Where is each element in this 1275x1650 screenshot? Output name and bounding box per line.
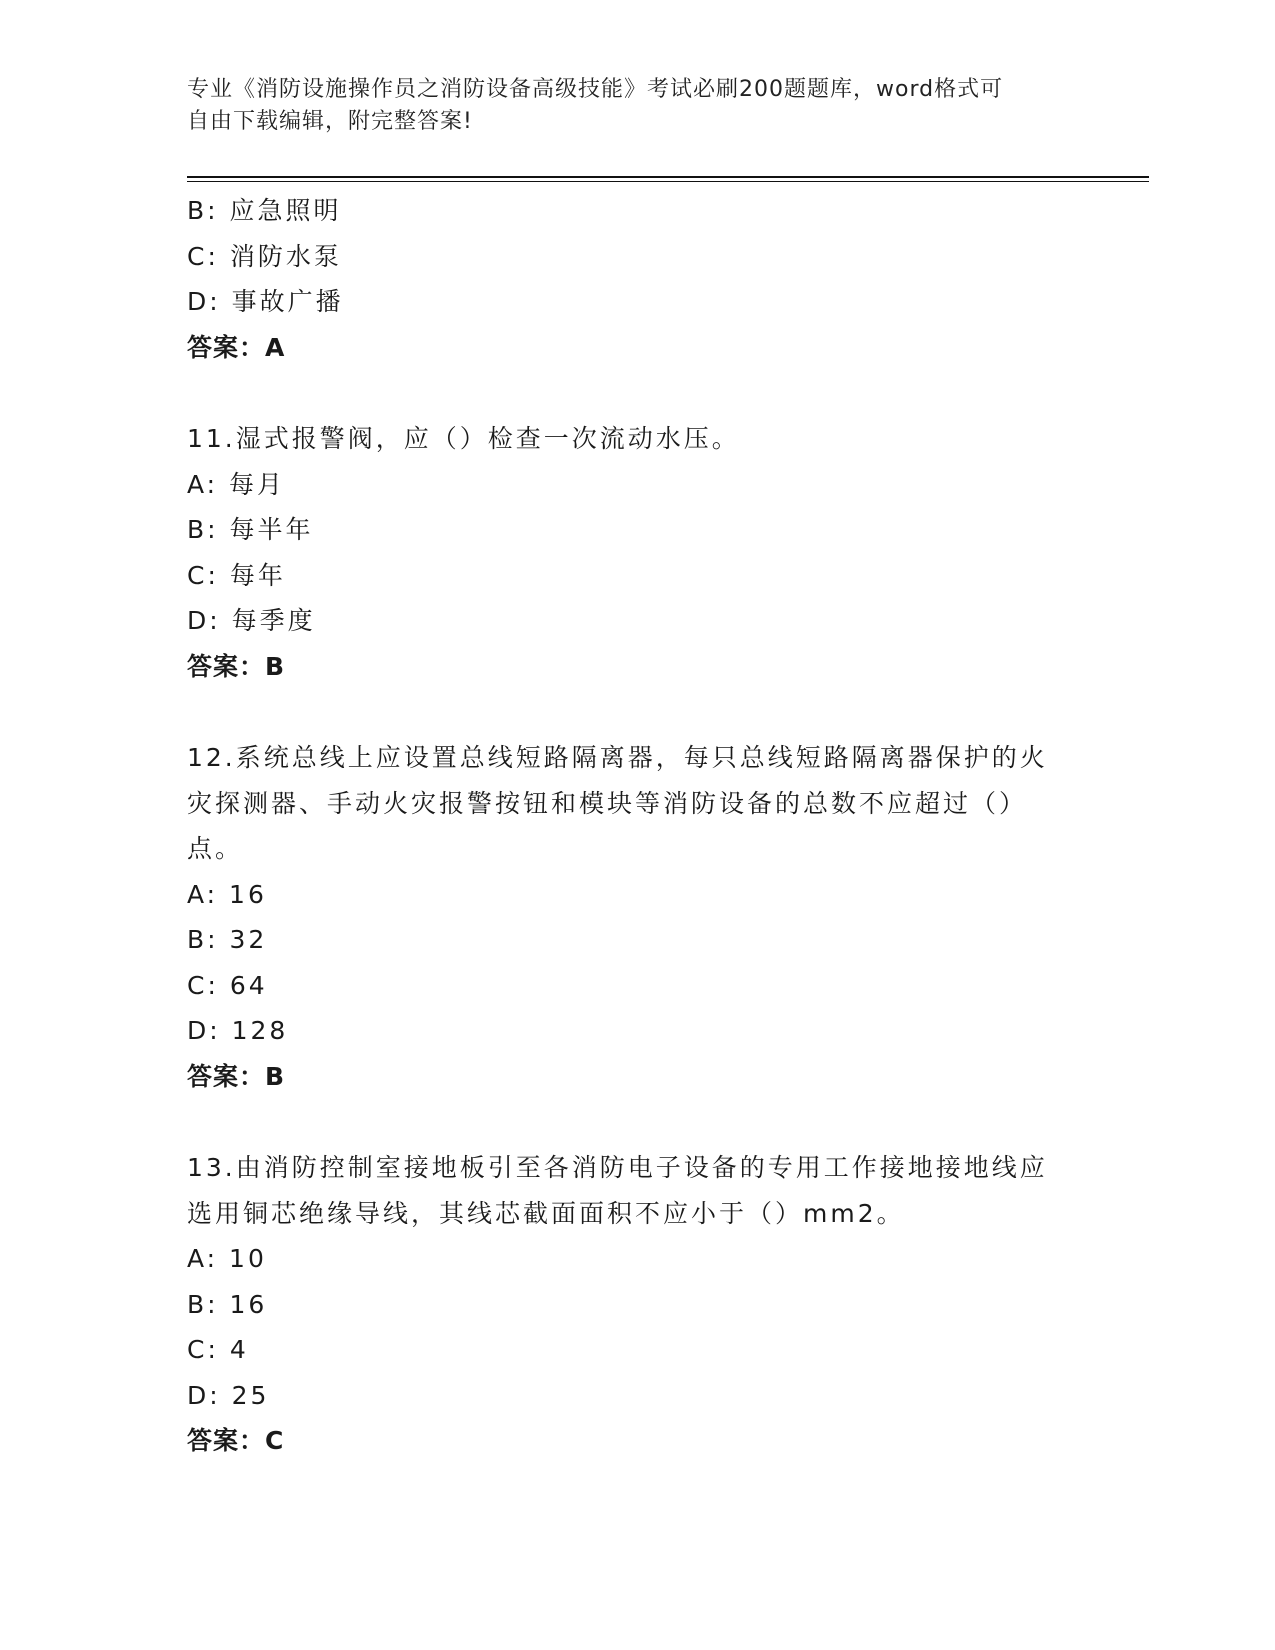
answer-line: 答案：B: [187, 1061, 286, 1091]
option-d: D: 25: [187, 1380, 270, 1410]
option-a: A: 16: [187, 879, 267, 909]
question-stem: 12.系统总线上应设置总线短路隔离器，每只总线短路隔离器保护的火: [187, 743, 1048, 772]
option-c: C: 4: [187, 1335, 249, 1364]
option-a: A: 10: [187, 1244, 267, 1273]
option-b: B: 每半年: [187, 515, 314, 544]
header-line-2: 自由下载编辑，附完整答案!: [187, 109, 473, 134]
header-rule-thin: [187, 181, 1149, 182]
answer-line: 答案：A: [187, 332, 286, 362]
answer-line: 答案：B: [187, 651, 286, 681]
option-d: D: 128: [187, 1016, 289, 1045]
question-stem: 选用铜芯绝缘导线，其线芯截面面积不应小于（）mm2。: [187, 1198, 905, 1228]
option-c: C: 消防水泵: [187, 241, 342, 271]
question-stem: 点。: [187, 834, 244, 863]
question-list: [187, 188, 1087, 1464]
option-b: B: 16: [187, 1289, 268, 1319]
option-d: D: 每季度: [187, 606, 316, 635]
question-stem: 13.由消防控制室接地板引至各消防电子设备的专用工作接地接地线应: [187, 1153, 1048, 1182]
question-stem: 灾探测器、手动火灾报警按钮和模块等消防设备的总数不应超过（）: [187, 788, 1028, 818]
option-c: C: 64: [187, 970, 268, 1000]
question-10-tail: [187, 188, 1087, 370]
page-header: [187, 74, 1077, 138]
option-b: B: 应急照明: [187, 196, 342, 225]
question-13: [187, 1145, 1087, 1464]
question-stem: 11.湿式报警阀，应（）检查一次流动水压。: [187, 424, 740, 453]
option-a: A: 每月: [187, 469, 286, 499]
header-rule-thick: [187, 176, 1149, 178]
question-11: [187, 416, 1087, 689]
option-d: D: 事故广播: [187, 287, 344, 316]
answer-line: 答案：C: [187, 1426, 285, 1455]
option-b: B: 32: [187, 925, 268, 954]
question-12: [187, 735, 1087, 1099]
option-c: C: 每年: [187, 560, 286, 590]
header-line-1: 专业《消防设施操作员之消防设备高级技能》考试必刷200题题库，word格式可: [187, 77, 1004, 102]
